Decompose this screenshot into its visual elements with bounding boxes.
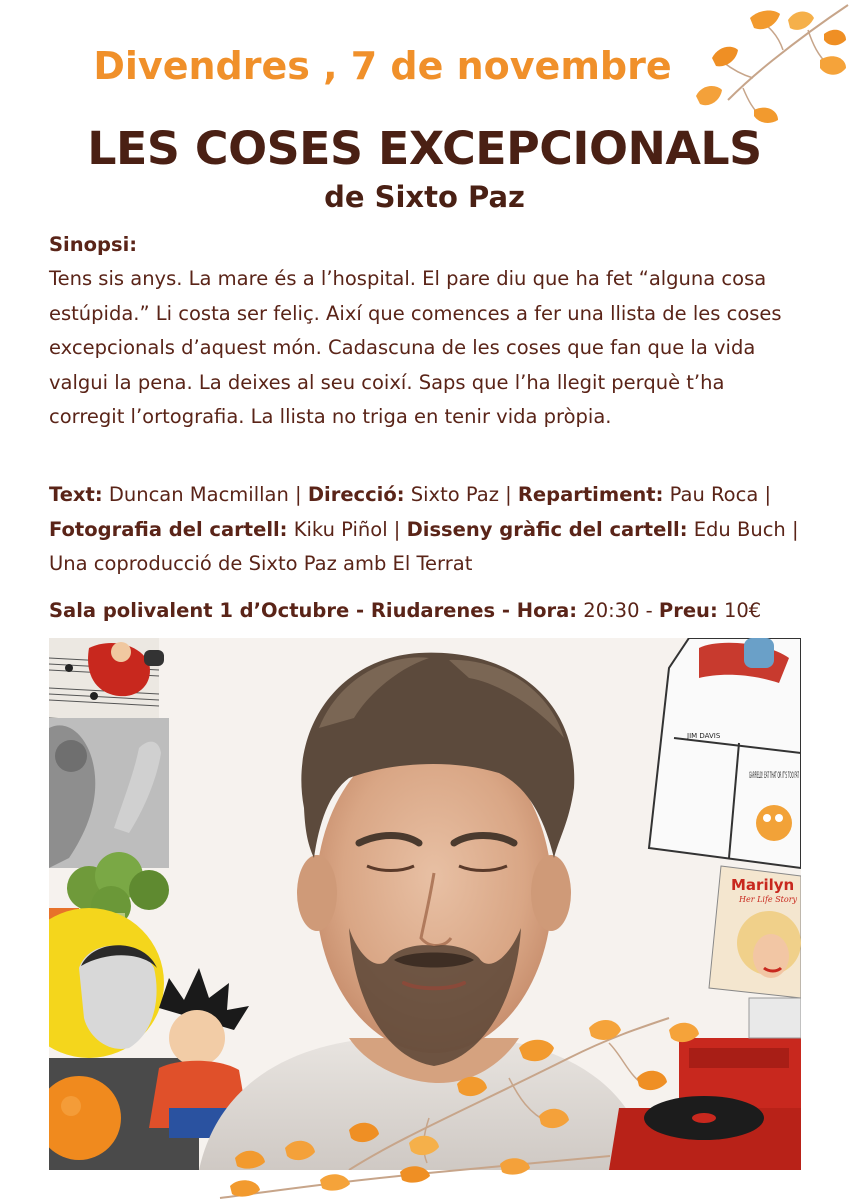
comic-strip-collage — [649, 638, 801, 868]
event-title: LES COSES EXCEPCIONALS — [87, 122, 762, 175]
venue-line — [49, 594, 801, 629]
comic-speech-text: GARFIELD! EAT THAT OR IT'S TOO FAT — [749, 771, 800, 781]
singer-photo-collage — [49, 718, 169, 868]
credit-direction-value: Sixto Paz | — [404, 483, 518, 506]
event-company: de Sixto Paz — [324, 180, 525, 214]
event-date: Divendres , 7 de novembre — [93, 44, 672, 88]
synopsis-text: Tens sis anys. La mare és a l’hospital. El pare diu que ha fet “alguna cosa estúpida.” Li costa ser feliç. Així que comences a fer una llista de les coses excepcionals d’aquest món. Cadascuna de les coses que fan que la vida valgui la pena. La deixes al seu coixí. Saps que l’ha llegit perquè t’ha corregit l’ortografia. La llista no triga en tenir vida pròpia. — [49, 267, 782, 428]
credit-text-value: Duncan Macmillan | — [102, 483, 308, 506]
credit-cast-label: Repartiment: — [517, 483, 664, 506]
venue-price-label: Preu: — [658, 599, 718, 622]
venue-place-label: Sala polivalent 1 d’Octubre - Riudarenes - Hora: — [49, 599, 578, 622]
venue-time-value: 20:30 - — [577, 599, 659, 622]
credit-design-value: Edu Buch | Una coproducció de Sixto Paz amb El Terrat — [49, 517, 799, 575]
synopsis-label: Sinopsi: — [49, 233, 138, 256]
ginkgo-leaves-bottom-edge-decoration — [200, 1150, 620, 1200]
comic-signature: JIM DAVIS — [687, 732, 721, 740]
venue-price-value: 10€ — [717, 599, 762, 622]
credits-block — [49, 478, 801, 582]
credit-cast-value: Pau Roca | — [663, 483, 772, 506]
poster-image — [49, 638, 801, 1170]
credit-photo-label: Fotografia del cartell: — [49, 517, 288, 541]
credit-direction-label: Direcció: — [307, 483, 405, 506]
magazine-subtitle: Her Life Story — [739, 895, 798, 904]
marilyn-magazine-collage — [709, 866, 801, 998]
poster-illustration — [49, 638, 801, 1170]
credit-text-label: Text: — [49, 483, 103, 506]
credit-design-label: Disseny gràfic del cartell: — [406, 517, 688, 541]
magazine-title: Marilyn — [731, 876, 795, 894]
credit-photo-value: Kiku Piñol | — [287, 517, 407, 541]
